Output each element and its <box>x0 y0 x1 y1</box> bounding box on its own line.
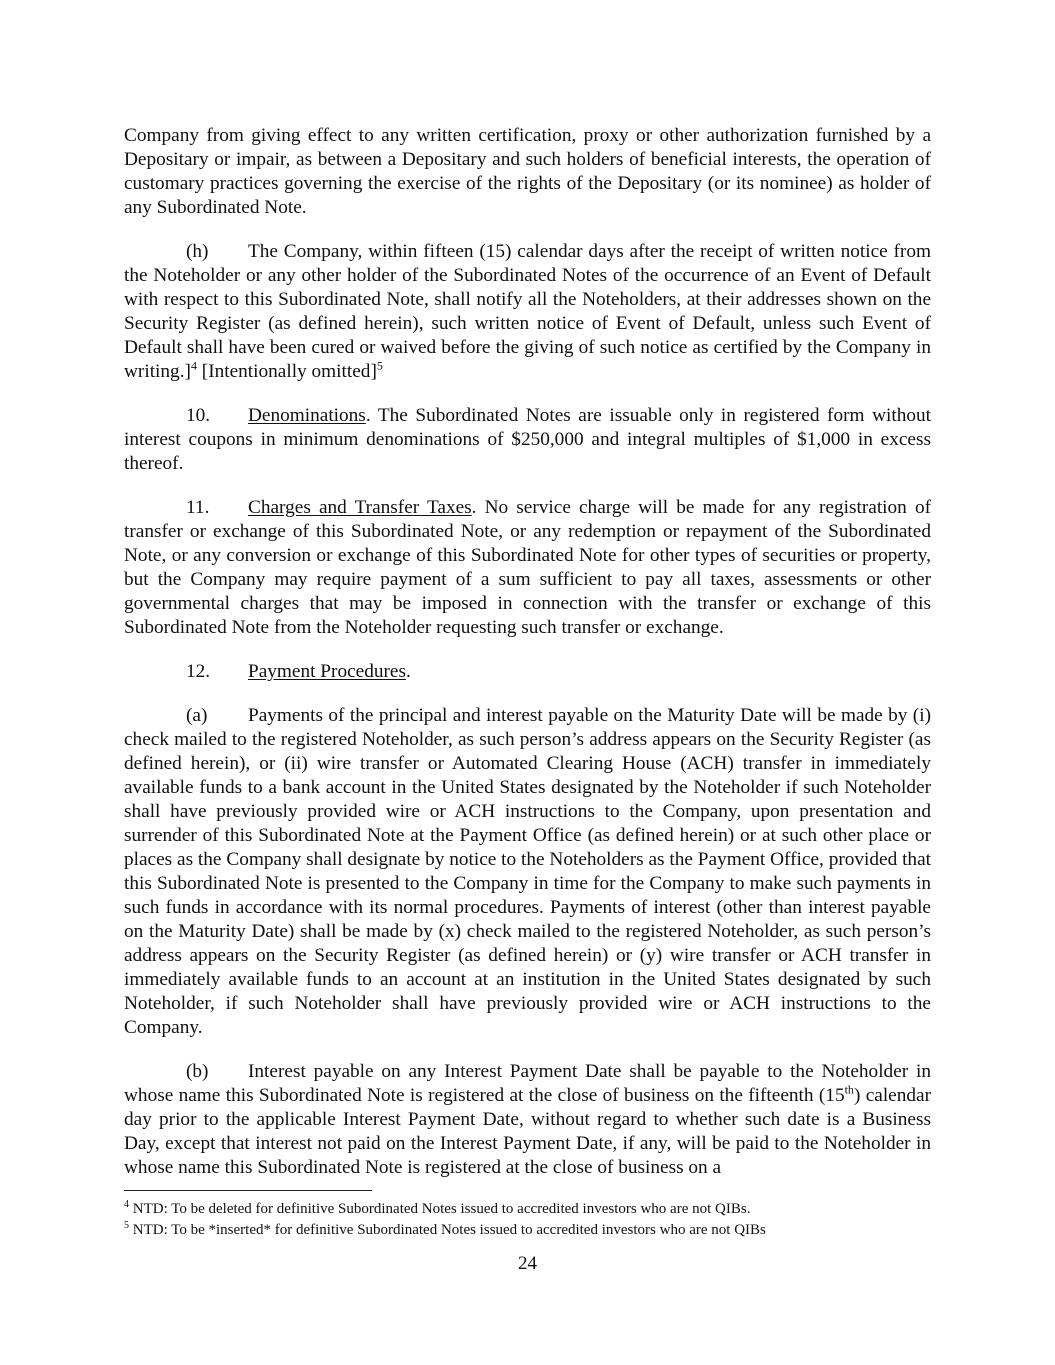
section-12-text: . <box>405 661 411 682</box>
paragraph-h-text: The Company, within fifteen (15) calendar days after the receipt of written notice from the Noteholder or any other holder of the Subordinated Notes of the occurrence of an Event of Default with respect to this Subordinated Note, shall notify all the Noteholders, at their addresses shown on the Security Register (as defined herein), such written notice of Event of Default, unless such Event of Default shall have been cured or waived before the giving of such notice as certified by the Company in writing.] <box>124 241 931 382</box>
section-11-heading: Charges and Transfer Taxes <box>248 497 472 518</box>
paragraph-a <box>124 704 931 1040</box>
paragraph-h <box>124 240 931 384</box>
section-10-text: . The Subordinated Notes are issuable only in registered form without interest coupons in minimum denominations of $250,000 and integral multiples of $1,000 in excess thereof. <box>124 405 931 474</box>
footnote-4-text: NTD: To be deleted for definitive Subordinated Notes issued to accredited investors who are not QIBs. <box>129 1201 751 1217</box>
paragraph-continuation: Company from giving effect to any written certification, proxy or other authorization furnished by a Depositary or impair, as between a Depositary and such holders of beneficial interests, the operation of customary practices governing the exercise of the rights of the Depositary (or its nominee) as holder of any Subordinated Note. <box>124 125 931 218</box>
paragraph-a-text: Payments of the principal and interest payable on the Maturity Date will be made by (i) check mailed to the registered Noteholder, as such person’s address appears on the Security Register (as defined herein), or (ii) wire transfer or Automated Clearing House (ACH) transfer in immediately available funds to a bank account in the United States designated by the Noteholder if such Noteholder shall have previously provided wire or ACH instructions to the Company, upon presentation and surrender of this Subordinated Note at the Payment Office (as defined herein) or at such other place or places as the Company shall designate by notice to the Noteholders as the Payment Office, provided that this Subordinated Note is presented to the Company in time for the Company to make such payments in such funds in accordance with its normal procedures. Payments of interest (other than interest payable on the Maturity Date) shall be made by (x) check mailed to the registered Noteholder, as such person’s address appears on the Security Register (as defined herein) or (y) wire transfer or ACH transfer in immediately available funds to an account at an institution in the United States designated by such Noteholder, if such Noteholder shall have previously provided wire or ACH instructions to the Company. <box>124 705 931 1038</box>
section-11 <box>124 496 931 640</box>
paragraph-b-text-2: ) calendar day prior to the applicable Interest Payment Date, without regard to whether such date is a Business Day, except that interest not paid on the Interest Payment Date, if any, will be paid to the Noteholder in whose name this Subordinated Note is registered at the close of business on a <box>124 1085 931 1178</box>
paragraph-a-label: (a) <box>186 705 208 726</box>
footnote-ref-4[interactable]: 4 <box>190 358 197 373</box>
paragraph-b-label: (b) <box>186 1061 209 1082</box>
paragraph-h-label: (h) <box>186 241 209 262</box>
section-12 <box>124 660 931 684</box>
paragraph-b-text-1: Interest payable on any Interest Payment Date shall be payable to the Noteholder in whose name this Subordinated Note is registered at the close of business on the fifteenth (15 <box>124 1061 931 1106</box>
section-10 <box>124 404 931 476</box>
footnote-separator <box>124 1190 372 1191</box>
footnote-5-text: NTD: To be *inserted* for definitive Subordinated Notes issued to accredited investors who are not QIBs <box>129 1222 766 1238</box>
footnote-4-number: 4 <box>124 1199 129 1210</box>
section-11-number: 11. <box>186 497 210 518</box>
footnote-5-number: 5 <box>124 1220 129 1231</box>
paragraph-h-omitted: [Intentionally omitted] <box>196 361 377 382</box>
footnote-5 <box>124 1220 931 1241</box>
section-10-number: 10. <box>186 405 211 426</box>
footnotes <box>124 1199 931 1241</box>
page-number: 24 <box>518 1253 537 1274</box>
paragraph-b <box>124 1060 931 1180</box>
section-10-heading: Denominations <box>248 405 366 426</box>
footnote-ref-5[interactable]: 5 <box>376 358 383 373</box>
section-12-heading: Payment Procedures <box>248 661 406 682</box>
document-body <box>124 124 931 1200</box>
ordinal-superscript: th <box>844 1082 854 1097</box>
section-11-text: . No service charge will be made for any registration of transfer or exchange of this Subordinated Note, or any redemption or repayment of the Subordinated Note, or any conversion or exchange of this Subordinated Note for other types of securities or property, but the Company may require payment of a sum sufficient to pay all taxes, assessments or other governmental charges that may be imposed in connection with the transfer or exchange of this Subordinated Note from the Noteholder requesting such transfer or exchange. <box>124 497 932 638</box>
footnote-4 <box>124 1199 931 1220</box>
section-12-number: 12. <box>186 661 211 682</box>
